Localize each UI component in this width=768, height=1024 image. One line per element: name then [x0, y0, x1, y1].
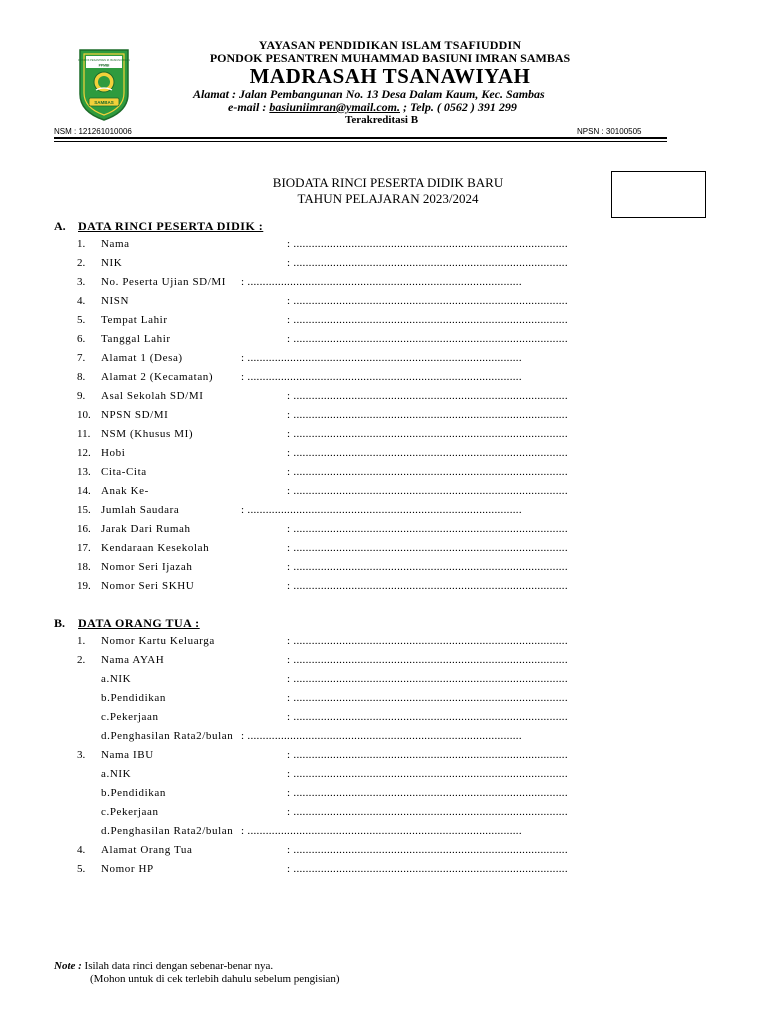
- row-number: 15.: [77, 504, 91, 516]
- form-row: [54, 730, 614, 748]
- field-label: Alamat 1 (Desa): [101, 352, 183, 364]
- section-b-heading: [54, 616, 200, 631]
- form-row: [54, 314, 614, 332]
- field-blank[interactable]: : ..........................................................................................: [287, 295, 568, 307]
- row-number: 4.: [77, 295, 86, 307]
- row-number: 3.: [77, 749, 86, 761]
- field-label: Nomor HP: [101, 863, 154, 875]
- field-blank[interactable]: : ..........................................................................................: [287, 787, 568, 799]
- field-label: Nomor Seri Ijazah: [101, 561, 193, 573]
- note-label: Note :: [54, 960, 82, 972]
- field-blank[interactable]: : ..........................................................................................: [287, 749, 568, 761]
- field-label: d.Penghasilan Rata2/bulan: [101, 730, 234, 742]
- field-blank[interactable]: : ..........................................................................................: [287, 390, 568, 402]
- form-row: [54, 692, 614, 710]
- field-label: Alamat Orang Tua: [101, 844, 193, 856]
- section-a-heading: [54, 219, 263, 234]
- form-row: [54, 428, 614, 446]
- field-label: a.NIK: [101, 673, 132, 685]
- row-number: 1.: [77, 635, 86, 647]
- field-blank[interactable]: : ..........................................................................................: [287, 844, 568, 856]
- field-blank[interactable]: : ..........................................................................................: [241, 825, 522, 837]
- field-label: Tanggal Lahir: [101, 333, 171, 345]
- form-row: [54, 504, 614, 522]
- field-blank[interactable]: : ..........................................................................................: [287, 561, 568, 573]
- form-row: [54, 561, 614, 579]
- logo-banner-text: SAMBAS: [94, 100, 114, 105]
- row-number: 9.: [77, 390, 86, 402]
- foundation-name: YAYASAN PENDIDIKAN ISLAM TSAFIUDDIN: [258, 38, 522, 52]
- field-label: b.Pendidikan: [101, 692, 166, 704]
- form-row: [54, 352, 614, 370]
- row-number: 17.: [77, 542, 91, 554]
- school-crest-logo: [74, 46, 134, 122]
- field-blank[interactable]: : ..........................................................................................: [241, 504, 522, 516]
- field-label: Jarak Dari Rumah: [101, 523, 191, 535]
- field-blank[interactable]: : ..........................................................................................: [287, 673, 568, 685]
- field-blank[interactable]: : ..........................................................................................: [287, 333, 568, 345]
- field-label: Anak Ke-: [101, 485, 149, 497]
- form-row: [54, 580, 614, 598]
- field-label: d.Penghasilan Rata2/bulan: [101, 825, 234, 837]
- contact-line: [228, 100, 588, 115]
- field-blank[interactable]: : ..........................................................................................: [241, 352, 522, 364]
- form-row: [54, 466, 614, 484]
- field-blank[interactable]: : ..........................................................................................: [287, 542, 568, 554]
- field-blank[interactable]: : ..........................................................................................: [287, 523, 568, 535]
- field-blank[interactable]: : ..........................................................................................: [287, 654, 568, 666]
- npsn-number: NPSN : 30100505: [577, 127, 642, 136]
- form-row: [54, 523, 614, 541]
- form-row: [54, 711, 614, 729]
- form-row: [54, 295, 614, 313]
- field-label: Nama IBU: [101, 749, 154, 761]
- section-tag: B.: [54, 616, 66, 630]
- field-label: Jumlah Saudara: [101, 504, 180, 516]
- form-row: [54, 333, 614, 351]
- field-blank[interactable]: : ..........................................................................................: [287, 692, 568, 704]
- field-blank[interactable]: : ..........................................................................................: [287, 863, 568, 875]
- field-label: Hobi: [101, 447, 126, 459]
- row-number: 12.: [77, 447, 91, 459]
- field-label: Cita-Cita: [101, 466, 147, 478]
- form-row: [54, 542, 614, 560]
- form-row: [54, 485, 614, 503]
- field-label: Nomor Seri SKHU: [101, 580, 195, 592]
- section-title: DATA RINCI PESERTA DIDIK :: [78, 219, 264, 233]
- field-label: NSM (Khusus MI): [101, 428, 194, 440]
- field-label: c.Pekerjaan: [101, 711, 159, 723]
- form-row: [54, 238, 614, 256]
- academic-year: TAHUN PELAJARAN 2023/2024: [297, 191, 479, 206]
- email-link[interactable]: basiuniimran@ymail.com.: [269, 100, 400, 114]
- form-row: [54, 844, 614, 862]
- form-row: [54, 447, 614, 465]
- row-number: 5.: [77, 863, 86, 875]
- nsm-number: NSM : 121261010006: [54, 127, 132, 136]
- field-blank[interactable]: : ..........................................................................................: [241, 276, 522, 288]
- pesantren-name: PONDOK PESANTREN MUHAMMAD BASIUNI IMRAN SAMBAS: [209, 51, 571, 65]
- form-row: [54, 409, 614, 427]
- phone-text: ; Telp. ( 0562 ) 391 299: [400, 100, 517, 114]
- field-blank[interactable]: : ..........................................................................................: [287, 428, 568, 440]
- form-title: BIODATA RINCI PESERTA DIDIK BARU: [272, 175, 504, 190]
- form-row: [54, 806, 614, 824]
- field-blank[interactable]: : ..........................................................................................: [241, 730, 522, 742]
- row-number: 7.: [77, 352, 86, 364]
- field-blank[interactable]: : ..........................................................................................: [287, 768, 568, 780]
- header-divider-thin: [54, 141, 667, 142]
- email-prefix: e-mail :: [228, 100, 270, 114]
- note-subtext: (Mohon untuk di cek terlebih dahulu sebelum pengisian): [90, 973, 340, 985]
- field-label: a.NIK: [101, 768, 132, 780]
- form-row: [54, 635, 614, 653]
- form-row: [54, 371, 614, 389]
- form-row: [54, 863, 614, 881]
- logo-arc-text: PONDOK PESANTREN M. BASIUNI IMRAN: [78, 59, 130, 62]
- form-row: [54, 825, 614, 843]
- field-blank[interactable]: : ..........................................................................................: [287, 238, 568, 250]
- address-line: Alamat : Jalan Pembangunan No. 13 Desa Dalam Kaum, Kec. Sambas: [193, 87, 545, 101]
- section-tag: A.: [54, 219, 66, 233]
- field-blank[interactable]: : ..........................................................................................: [287, 580, 568, 592]
- form-row: [54, 749, 614, 767]
- row-number: 11.: [77, 428, 91, 440]
- row-number: 19.: [77, 580, 91, 592]
- field-blank[interactable]: : ..........................................................................................: [287, 806, 568, 818]
- field-blank[interactable]: : ..........................................................................................: [287, 466, 568, 478]
- note: [54, 960, 273, 972]
- row-number: 2.: [77, 654, 86, 666]
- logo-inner-text: PPMBI: [98, 63, 110, 68]
- field-blank[interactable]: : ..........................................................................................: [287, 314, 568, 326]
- school-name: MADRASAH TSANAWIYAH: [249, 64, 531, 88]
- field-label: Nomor Kartu Keluarga: [101, 635, 215, 647]
- row-number: 6.: [77, 333, 86, 345]
- note-text: Isilah data rinci dengan sebenar-benar nya.: [81, 960, 274, 972]
- form-row: [54, 787, 614, 805]
- photo-box: [611, 171, 706, 218]
- section-title: DATA ORANG TUA :: [78, 616, 200, 630]
- row-number: 3.: [77, 276, 86, 288]
- row-number: 8.: [77, 371, 86, 383]
- row-number: 5.: [77, 314, 86, 326]
- field-label: No. Peserta Ujian SD/MI: [101, 276, 227, 288]
- field-label: NPSN SD/MI: [101, 409, 169, 421]
- row-number: 14.: [77, 485, 91, 497]
- header-divider-thick: [54, 137, 667, 139]
- row-number: 1.: [77, 238, 86, 250]
- form-row: [54, 276, 614, 294]
- row-number: 16.: [77, 523, 91, 535]
- field-blank[interactable]: : ..........................................................................................: [287, 447, 568, 459]
- field-label: Asal Sekolah SD/MI: [101, 390, 204, 402]
- field-label: Nama: [101, 238, 130, 250]
- row-number: 4.: [77, 844, 86, 856]
- row-number: 13.: [77, 466, 91, 478]
- field-blank[interactable]: : ..........................................................................................: [287, 711, 568, 723]
- field-label: c.Pekerjaan: [101, 806, 159, 818]
- field-label: Nama AYAH: [101, 654, 165, 666]
- field-label: NIK: [101, 257, 123, 269]
- form-row: [54, 654, 614, 672]
- field-label: Kendaraan Kesekolah: [101, 542, 210, 554]
- form-row: [54, 673, 614, 691]
- form-row: [54, 390, 614, 408]
- accreditation: Terakreditasi B: [345, 114, 419, 126]
- row-number: 10.: [77, 409, 91, 421]
- field-label: Tempat Lahir: [101, 314, 168, 326]
- row-number: 2.: [77, 257, 86, 269]
- form-row: [54, 768, 614, 786]
- field-blank[interactable]: : ..........................................................................................: [287, 635, 568, 647]
- field-blank[interactable]: : ..........................................................................................: [241, 371, 522, 383]
- field-blank[interactable]: : ..........................................................................................: [287, 257, 568, 269]
- field-label: b.Pendidikan: [101, 787, 166, 799]
- field-blank[interactable]: : ..........................................................................................: [287, 485, 568, 497]
- form-row: [54, 257, 614, 275]
- field-blank[interactable]: : ..........................................................................................: [287, 409, 568, 421]
- field-label: Alamat 2 (Kecamatan): [101, 371, 214, 383]
- row-number: 18.: [77, 561, 91, 573]
- field-label: NISN: [101, 295, 130, 307]
